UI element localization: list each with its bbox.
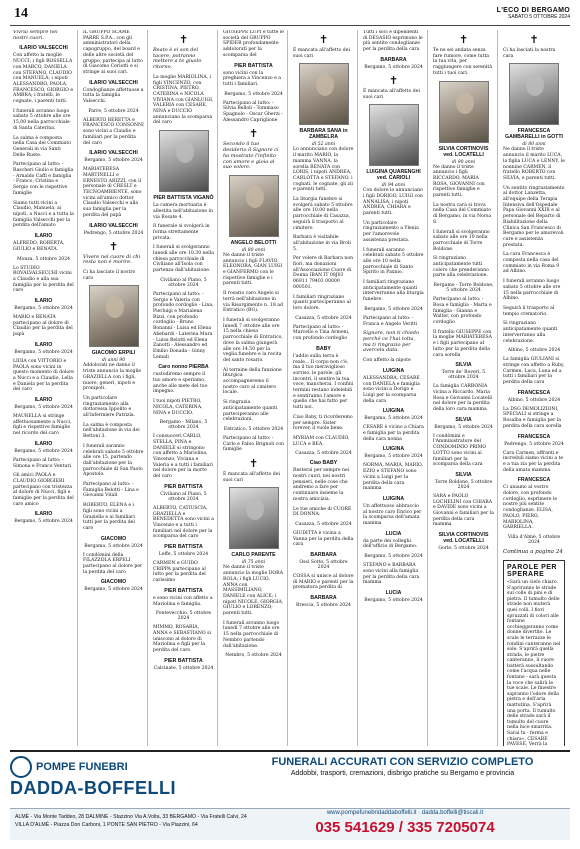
deceased-name: ILARIO <box>34 341 53 348</box>
deceased-name: ANGELO BELOTTI <box>230 239 277 246</box>
notice-date: Parre, 5 ottobre 2024 <box>88 108 139 114</box>
notice-date: Torre Boldone, 5 ottobre 2024 <box>434 479 493 490</box>
notice-quote: Vivrai sempre nei nostri cuori. <box>13 30 58 41</box>
notice-date: Gorle, 5 ottobre 2024 <box>438 546 489 552</box>
deceased-name: SILVIA <box>455 416 472 423</box>
portrait-photo <box>229 175 279 237</box>
deceased-name: LUCIA <box>385 589 402 596</box>
notice-text: Il funerale si svolgerà in forma strettamente privata. <box>153 224 210 241</box>
notice-text: Resterai per sempre nei nostri cuori, nei nostri pensieri, nelle cose che andremo a fare per continuare insieme la nostra amicizia. <box>293 468 350 502</box>
obituary-column <box>10 30 78 746</box>
notice-date: Bergamo, 5 ottobre 2024 <box>364 597 423 603</box>
deceased-name: SILVIA CORTINOVIS ved. LOCATELLI <box>438 145 489 158</box>
notice-text: Ci ha lasciati la nostra cara <box>503 48 556 59</box>
notice-date: Pontevecchio, 5 ottobre 2024 <box>155 611 212 622</box>
notice-date: Calcinate, 5 ottobre 2024 <box>153 665 214 671</box>
notice-text: Partecipano al lutto: - Rascheri Giulio e famiglia - Arnaldo Caffi e famiglia - Franco, Cristina e Sergio con le rispettive famiglie <box>13 162 74 196</box>
notice-text: GIUDITTA è vicina a Vanna per la perdita della cara <box>293 530 354 548</box>
ad-services-title: FUNERALI ACCURATI CON SERVIZIO COMPLETO <box>271 756 534 768</box>
notice-text: I funerali si svolgeranno lunedì 7 ottobre alle ore 15 nella chiesa parrocchiale di Entratico, dove la salma giungerà alle ore 14.50 per la veglia funebre e la recita del santo rosario. <box>223 317 283 363</box>
notice-text: Al termine della funzione liturgica accompagneremo il nostro caro al cimitero locale. <box>223 367 282 396</box>
notice-text: La DSG DEMOLIZIONI, SPECIALI si stringe a Rosalba e famiglia per la perdita della cara sorella <box>503 406 562 429</box>
notice-text: MIMMO, ROSARIA, ANNA e SEBASTIANO si uniscono al dolore di Mariolina e figli per la perdita del caro <box>153 625 211 654</box>
deceased-name: BARBARA <box>380 56 407 63</box>
notice-text: La famiglia CARBONIA vicina a Riccardo, Maria Rosa e Giovanni Locatelli nel dolore per la perdita della loro cara mamma <box>433 384 493 413</box>
notice-text: Cara Carmen, affranti e increduli siamo vicini a te e a tua zia per la perdita della amata mamma <box>503 450 564 473</box>
notice-text: Ne danno il triste annuncio i figli FLAVIO, ELEONORA, GIAN LUIGI e GIANFERMO con le rispettive famiglie e i parenti tutti. <box>223 252 283 287</box>
notice-text: Siamo tutti vicini a Claudio, Manuela, ai nipoti, a Nucci e a tutta la famiglia Valsecchi per la perdita dell'amato <box>13 200 74 229</box>
notice-text: Barbara è visitabile all'abitazione in via Broli 5. <box>293 235 351 252</box>
notice-date: Casazza, 5 ottobre 2024 <box>295 315 352 321</box>
cross-icon: ✝ <box>108 239 119 253</box>
notice-text: l'addio sulla terra è reale... Il corpo non c'è, ma il tuo meraviglioso sorriso, le parole, gli incontri, il sentire la tua voce, mancherai. I confini termini restano indelebili e sentiranno l'amore e quello che hai fatto per tutti noi. <box>293 353 354 411</box>
notice-date: Bergamo, 5 ottobre 2024 <box>364 554 423 560</box>
notice-text: Tutti i soci e dipendenti di DESASIO esprimono le più sentite condoglianze per la perdita della cara <box>363 30 423 53</box>
deceased-name: PIER BATTISTA <box>234 62 273 69</box>
notice-text: COSSA si unisce al dolore di MARIO e parenti per la prematura perdita di <box>293 574 354 591</box>
notice-quote: Beato è ei son del tacere, potranno mettere a te giusto ritorno. <box>153 47 202 71</box>
notice-text: I funerali si svolgeranno lunedì alle ore 10.30 nella chiesa parrocchiale di Civiliano all'Isola con partenza dall'abitazione. <box>153 245 214 274</box>
notice-date: Casazza, 5 ottobre 2024 <box>295 451 352 457</box>
notice-text: LIDIA con VITTORIO e PAOLA sono vicini in questo momento di dolore a Nucci e a Claudio, Lella e Daniela per la perdita del caro <box>13 358 74 393</box>
notice-text: MARIATERESA MARTINELLI e ERNESTO ARIZZI, con il personale di CRESLT e TECNOAMBIENTE, sono vicini all'amico dottor Claudio Valsecchi e alla sua famiglia per la perdita del papà <box>83 167 142 218</box>
notice-date: Bergamo, 5 ottobre 2024 <box>84 543 143 549</box>
deceased-name: BARBARA <box>310 552 337 559</box>
page-header <box>10 6 570 26</box>
notice-text: Ne danno il triste annuncio la moglie DORA BOLA; i figli LUCIO, ANNA con MASSIMILIANO, DANIELE con ALICE; i nipoti NICOLE, GIORGIA, GIULIO e LORENZO; parenti tutti. <box>223 565 284 617</box>
notice-text: Un particolare ringraziamento alla dottoressa Ippolito e all'infermiere Patrizia. <box>83 395 136 419</box>
ad-address-row: ALMÈ - Via Monte Taddeo, 28 DALMINE - Stazzino Via A.Volta, 33 BERGAMO - Via Fratelli Calvi, 24 <box>15 814 247 820</box>
notice-text: Con affetto la moglie NUCCI; i figli ROSSELLA con MARCO, DANIELA con STEFANO, CLAUDIO con MANUELA; i nipoti ALESSANDRO, PAOLA, FRANCESCO, GIORGIO e AMBRA; i fratelli, le cognate, i parenti tutti. <box>13 53 74 105</box>
deceased-name: FRANCESCA <box>517 433 551 440</box>
notice-date: Albino, 5 ottobre 2024 <box>507 397 561 403</box>
notice-text: La camera mortuaria è allestita nell'abitazione in via Rosate 4. <box>153 203 213 220</box>
deceased-name: ILARIO <box>34 511 53 518</box>
portrait-photo <box>369 104 419 166</box>
notice-text: ALBERTO BERETTA e FRANCESCO CONSONNI sono vicini a Claudio e familiari per la perdita del caro <box>83 117 144 146</box>
ad-phone-numbers[interactable]: 035 541629 / 335 7205074 <box>315 819 495 836</box>
deceased-age: di 75 anni <box>241 560 266 566</box>
deceased-name: FRANCESCA GAMBARELLI in GOTTI <box>505 128 563 141</box>
notice-text: GIUSEPPE LUPI e tutte le società del GRUPPO SPIDER profondamente addolorati per la scomparsa del <box>223 30 284 58</box>
funeral-ad <box>10 750 570 842</box>
masthead-title: L'ECO DI BERGAMO <box>496 7 570 14</box>
notice-text: I funerali saranno celebrati sabato 5 ottobre alle ore 15, partendo dall'abitazione per la parrocchiale di San Paolo Apostolo. <box>83 443 144 478</box>
notice-text: IL GRUPPO SCAME PARRE S.P.A., con gli amministratori della capogruppo, del board e delle altre società del gruppo, partecipa al lutto di Giacomo Ceriotti e si stringe ai suoi cari. <box>83 30 143 75</box>
notice-text: Partecipano al lutto: - Carlo e Fabio Brignoli con famiglie <box>223 435 284 453</box>
deceased-name: ILARIO <box>34 233 53 240</box>
notice-text: Il rosario caro Angelo si terrà nell'abitazione in via Risorgimento n. 18 ad Entratico (BG). <box>223 291 283 314</box>
notice-text: I funerali si svolgeranno sabato alle ore 10 nella parrocchiale di Torre Boldone. <box>433 229 490 252</box>
deceased-name: PIER BATTISTA <box>164 483 203 490</box>
cross-icon: ✝ <box>529 33 539 46</box>
notice-text: Ci ha lasciato il nostro caro <box>83 269 136 281</box>
quote-box <box>503 560 565 746</box>
notice-date: Bergamo - Torre Boldone, 5 ottobre 2024 <box>433 283 494 294</box>
notice-text: I condòmini e l'Amministratore del CONDOMINIO PRIMO LOTTO sono vicini ai familiari per la scomparsa della cara <box>433 433 487 468</box>
notice-date: Bergamo, 5 ottobre 2024 <box>84 587 143 593</box>
portrait-photo <box>89 285 139 347</box>
deceased-name: GIACOMO <box>100 535 127 542</box>
deceased-name: LUCIA <box>385 530 402 537</box>
deceased-name: BARBARA <box>310 595 337 602</box>
notice-text: I condòmini della FILAZZOLA ERPELI partecipano al dolore per la perdita del caro <box>83 552 143 575</box>
notice-text: Lo STUDIO ROVALVALSECCHI vicini a Claudio e alla sua famiglia per la perdita del caro <box>13 265 74 294</box>
notice-date: Bergamo, 5 ottobre 2024 <box>14 405 73 411</box>
notice-text: Partecipano al lutto: - Marcello e Tina Armeni, con profondo cordoglio <box>293 324 350 342</box>
notice-text: Si ringraziano anticipatamente tutti coloro che prenderanno parte alla celebrazione. <box>433 256 489 279</box>
deceased-name: LUIGINA <box>382 446 405 453</box>
notice-text: Ci uniamo al vostro dolore, con profondo cordoglio, esprimere le nostre più sentite condoglianze. ELISA, PAOLO, PIERO, MARIOLINA, GABRIELLA. <box>503 485 558 531</box>
notice-date: Monza, 5 ottobre 2024 <box>16 256 71 262</box>
obituary-column <box>430 30 498 746</box>
deceased-name: LUIGINA <box>382 495 405 502</box>
ad-brand: DADDA-BOFFELLI <box>10 778 176 798</box>
notice-text: Un affettuoso abbraccio al nostro caro Enrico per la scomparsa dell'amata mamma <box>363 503 422 527</box>
notice-text: Un sentito ringraziamento al dottor Lanzetta, all'equipe della Terapia Intensiva dell'Ospedale Papa Giovanni XXIII e al personale del Reparto di Riabilitazione della Clinica San Francesco di Bergamo per le amorevoli cure e assistenza prestata. <box>503 185 565 248</box>
notice-text: Partecipano al lutto: - Franca e Angelo Veritti <box>363 315 418 327</box>
notice-date: Entratico, 5 ottobre 2024 <box>223 426 284 432</box>
notice-text: La salma è composta nella Casa del Commiato Generali in via Santi Delle Ruste. <box>13 135 72 158</box>
deceased-name: BABY <box>316 345 331 352</box>
notice-date: Bergamo, 5 ottobre 2024 <box>364 64 423 70</box>
deceased-age: di 80 anni <box>241 247 266 253</box>
notice-text: MAURELLA si stringe affettuosamente a Nucci, figli e rispettive famiglie nel ricordo del caro <box>13 414 72 437</box>
notice-text: I funerali avranno luogo sabato 5 ottobre alle ore 15 nella parrocchiale di Albino. <box>503 279 561 302</box>
notice-text: MARIO e RENATA partecipano al dolore di Claudio per la perdita del papà <box>13 315 73 338</box>
notice-text: La moglie MARIOLINA, i figli VINCENZO, con CRISTINA, PIETRO, CATERINA e NICOLA VIVIANA con GIANLUIGI, VALERIA con CESARE, NINA e DUCCIO annunciano la scomparsa del caro <box>153 74 214 126</box>
notice-text: La nostra cara si trova nella Casa del Commiato di Bergamo, in via Norsa 8. <box>433 202 492 225</box>
deceased-name: ILARIO VALSECCHI <box>19 45 68 52</box>
masthead <box>497 7 570 20</box>
notice-text: Partecipano al lutto: - Sergio e Valeria con profondo cordoglio - Lina, Pierluigi e Marialena Rizzi, con profondo cordoglio - Bruno Bonanni - Luisa ed Elena Abebardi - Laterina Mura - Luisa Belotti ed Elena Zanotti - Alessandro ed Emilio Donada - Ginny Lemali <box>153 291 214 360</box>
notice-text: La famiglia GIULIANI si stringe con affetto a Ruby, Carmen, Luca, Luna ed a tutti i familiari per la perdita della cara <box>503 357 565 386</box>
notice-text: I familiari ringraziano quanti parteciperanno al loro dolore. <box>293 294 351 311</box>
deceased-name: GIACOMO ERPILI <box>91 350 136 357</box>
notice-text: Seguirà il trasporto al tempio crematorio. <box>503 305 555 317</box>
notice-date: Bergamo, 5 ottobre 2024 <box>224 91 283 97</box>
deceased-name: GIACOMO <box>100 579 127 586</box>
deceased-name: LUIGINA <box>382 367 405 374</box>
notice-text: Partecipano al lutto: - Silvia Belloli - Tommaso Spagnolo - Oscar Gherzi - Alessandro Capriglione <box>223 100 283 123</box>
obituary-columns <box>10 30 570 746</box>
deceased-name: SILVIA <box>455 471 472 478</box>
notice-date: Bergamo - Milano, 5 ottobre 2024 <box>159 420 208 431</box>
notice-text: I funerali avranno luogo sabato 5 ottobre alle ore 15,00 nella parrocchiale di Santa Caterina. <box>13 108 71 131</box>
notice-date: Bergamo, 5 ottobre 2024 <box>14 519 73 525</box>
notice-text: La cara Francesca è composta nella casa del commiato in via Roma 9 ad Albino. <box>503 252 560 275</box>
notice-date: Bergamo, 5 ottobre 2024 <box>14 306 73 312</box>
notice-date: Ossi Sotto, 5 ottobre 2024 <box>299 560 348 571</box>
notice-text: e sono vicini con affetto a Mariolina e famiglia. <box>153 595 213 607</box>
notice-text: custodiremo sempre il tuo amore e speriamo, anche alle mete del tuo impegno. <box>153 372 208 395</box>
ad-services-block <box>235 756 570 806</box>
deceased-age: di anni 90 <box>101 358 126 364</box>
cross-icon: ✝ <box>178 33 189 46</box>
deceased-name: Caro nonno PIERBA <box>158 364 209 371</box>
notice-date: Torre de' Roveri, 5 ottobre 2024 <box>441 370 486 381</box>
notice-date: Casazza, 5 ottobre 2024 <box>295 521 352 527</box>
notice-date: Bergamo, 5 ottobre 2024 <box>14 349 73 355</box>
deceased-name: ILARIO <box>34 440 53 447</box>
notice-text: ALBERTO, CATIUSCIA, GRAZIELLA e BENEDETTA sono vicini a Vincenzo e a tutti i familiari nel dolore per la scomparsa del caro <box>153 505 214 540</box>
notice-date: Bergamo, 5 ottobre 2024 <box>14 448 73 454</box>
notice-date: Civiliano al Piano, 5 ottobre 2024 <box>160 277 207 288</box>
notice-quote: Vivere nel cuore di chi resta non è morire. <box>83 253 141 266</box>
notice-text: È mancata all'affetto dei suoi cari <box>223 472 280 483</box>
notice-date: Pedrengo, 5 ottobre 2024 <box>504 441 564 447</box>
notice-date: Bergamo, 5 ottobre 2024 <box>364 306 423 312</box>
deceased-age: di 94 anni <box>381 183 406 189</box>
ad-brand-block <box>10 756 225 804</box>
notice-date: Villa d'Almè, 5 ottobre 2024 <box>507 534 561 545</box>
notice-text: Lo annunciano con dolore il marito MARIO, la mamma VANNA, la sorella RENATA con LORIS, i nipoti ANDREA, CARLOTTA e STEFANO, i cognati, le cognate, gli zii e parenti tutti. <box>293 147 354 193</box>
notice-text: NORMA, MARIA, MARIO, EZIO e STEFANO sono vicini a Luigi per la perdita della cara mamma <box>363 463 423 492</box>
notice-date: Civiliano al Piano, 5 ottobre 2024 <box>160 491 207 502</box>
cross-icon: ✝ <box>318 33 329 46</box>
deceased-name: LUIGINA QUARENGHI ved. CARIOLI <box>366 169 421 182</box>
notice-text: Ne danno il triste annuncio il marito LUCA, la figlia LUCA e LENNY, le nonnine CARMEN, il fratello ROBERTO con SILVIA, e parenti tutti. <box>503 147 565 181</box>
quote-box-text: «Sarà un cielo chiaro. S'apriranno le strade sul colle di pini e di pietra. Il tumulto delle strade non muterà quei colli. I fiori spruzzati di colori alle fontane occhieggeranno come donne divertite. Le scale le terrazze le rondini canteranno nel sole. S'aprirà quella strada, le pietre canteranno, il cuore batterà sussultando come l'acqua nelle fontane - sarà questa la voce che salirà le tue scale. Le finestre sapranno l'odore della pietra e dell'aria mattutina. S'aprirà una porta. Il tumulto delle strade sarà il tumulto del cuore nella luce smarrita. Sarai tu - ferma e chiara». CESARE PAVESE, Verrà la <box>507 579 561 746</box>
notice-text: ROBERTO, ELENA e i figli sono vicini a Graziella e ai familiari tutti per la perdita del caro <box>83 503 135 531</box>
deceased-name: FRANCESCA <box>517 389 551 396</box>
notice-text: È mancata all'affetto dei suoi cari <box>363 88 420 100</box>
notice-text: Partecipano al lutto: - Rosa e famiglia - Marta e famiglia - Gianna e Walter, con profondo cordoglio <box>433 297 492 325</box>
portrait-photo <box>299 63 349 125</box>
portrait-photo <box>509 63 559 125</box>
deceased-name: PIER BATTISTA <box>164 544 203 551</box>
deceased-name: BARBARA SANA in ZAMBELRA <box>299 128 348 141</box>
notice-date: Brescia, 5 ottobre 2024 <box>296 603 351 609</box>
deceased-name: ILARIO <box>34 397 53 404</box>
notice-text: Si ringrazia anticipatamente quanti parteciperanno alle celebrazioni. <box>223 400 278 423</box>
notice-text: I funerali avranno luogo lunedì 7 ottobre alle ore 15 nella parrocchiale di Nembro partendo dall'abitazione. <box>223 620 280 649</box>
notice-text: ALFREDO, ROBERTA, GIULIO e RENATA. <box>13 241 65 252</box>
cross-icon: ✝ <box>248 127 259 141</box>
notice-text: Partecipano al lutto: - Famiglia Belotti - Lina e Giovanni Vitali <box>83 482 139 499</box>
masthead-date: SABATO 5 OTTOBRE 2024 <box>508 14 570 20</box>
ad-title: POMPE FUNEBRI <box>36 760 128 773</box>
portrait-photo <box>439 81 489 143</box>
obituary-column <box>360 30 428 746</box>
obituary-column <box>290 30 358 746</box>
deceased-name: Ciao BABY <box>309 460 338 467</box>
obituary-column <box>150 30 218 746</box>
notice-text: Con dolore lo annunciano i figli DORIGO, LUIGI con ANNALISA, i nipoti ANDREA, CHIARA e parenti tutti. <box>363 188 423 217</box>
deceased-name: LUIGINA <box>382 408 405 415</box>
notice-text: CESARE è vicino a Chiara e famiglia per la perdita della cara nonna <box>363 425 424 442</box>
deceased-name: PIER BATTISTA <box>164 657 203 664</box>
notice-text: ALESSANDRA, CESARE con DANIELA e famiglia sono vicini a Dorigo e Luigi per la scomparsa della cara <box>363 375 420 404</box>
notice-date: Bergamo, 5 ottobre 2024 <box>364 454 423 460</box>
deceased-age: di 80 anni <box>522 142 546 148</box>
notice-text: Un particolare ringraziamento a Ylenia per l'amorevole assistenza prestata. <box>363 220 419 243</box>
notice-text: CARMEN e GUIDO CRIPPA partecipano al lutto per la perdita del carissimo <box>153 561 206 584</box>
portrait-photo <box>229 487 279 549</box>
page-number: 14 <box>14 6 28 21</box>
deceased-name: CARLO PARENTE <box>231 552 276 559</box>
deceased-name: PIER BATTISTA <box>164 587 203 594</box>
cross-icon: ✝ <box>458 33 469 46</box>
notice-date: Bergamo, 5 ottobre 2024 <box>84 158 143 164</box>
notice-text: La salma è composta nell'abitazione in via dei Bettoni 3. <box>83 422 140 440</box>
notice-quote: Signore, non ti chiedo perché ce l'hai tolta, ma ti ringrazio per avercela data. <box>363 330 420 354</box>
notice-text: sono vicini con la preghiera a Vincenzo e a tutti i familiari. <box>223 70 282 87</box>
obituary-column <box>500 30 568 746</box>
ad-services-subtitle: Addobbi, trasporti, cremazioni, disbrigo pratiche su Bergamo e provincia <box>290 770 515 777</box>
deceased-name: SILVIA <box>455 362 472 369</box>
notice-text: Il fratello GIUSEPPE con la moglie MARIATERESA e i figli partecipano al lutto per la perdita della cara sorella <box>433 329 492 358</box>
notice-quote: Secondo il tuo desiderio il Signore ci ha mostrato l'infinito con amore e gioia al suo volere. <box>223 141 279 171</box>
portrait-photo <box>159 130 209 192</box>
cross-icon: ✝ <box>248 457 259 471</box>
notice-text: Con affetto la nipote <box>363 358 411 364</box>
ad-website[interactable]: www.pompefunebridaddaboffelli.it · dadda.boffelli@tiscali.it <box>326 810 484 816</box>
deceased-age: di 90 anni <box>451 159 476 165</box>
continuation-note: Continua a pagina 24 <box>503 548 563 555</box>
notice-date: Leffe, 5 ottobre 2024 <box>158 552 209 558</box>
deceased-name: FRANCESCA <box>517 477 551 484</box>
notice-date: Albino, 5 ottobre 2024 <box>507 348 561 354</box>
notice-text: Si ringraziano anticipatamente quanti interverranno alla celebrazione. <box>503 321 558 344</box>
deceased-name: PIER BATTISTA VIGANÒ <box>153 195 214 202</box>
deceased-age: di 52 anni <box>311 142 336 148</box>
notice-text: I familiari ringraziano anticipatamente quanti interverranno alla liturgia funebre. <box>363 280 424 303</box>
notice-date: Bergamo, 5 ottobre 2024 <box>364 416 423 422</box>
notice-text: MYRIAM con CLAUDIO, LUCA e BEA. <box>293 435 350 447</box>
ad-address-row: VILLA D'ALMÈ - Piazza Don Carboni, 1 PONTE SAN PIETRO - Via Piazzini, 64 <box>15 822 198 828</box>
notice-text: Condoglianze affettuose a tutta la famiglia Valsecchi. <box>83 87 144 105</box>
notice-text: I consuoceri CARLO, STELLA, PINA e DANIELE si stringono con affetto a Mariolina, Vincenzo, Viviana e Valeria e a tutti i familiari nel dolore per la morte del caro <box>153 434 214 480</box>
notice-text: Addolorati ne danno il triste annuncio la moglie GRAZIELLA con i figli, nuore, generi, nipoti e pronipoti. <box>83 363 142 392</box>
notice-text: Per volere di Barbara non fiori, ma donazioni all'Associazione Cuore di Donna IBAN IT 08J03 06911 79403 00000 000501. <box>293 256 354 290</box>
notice-date: Nembro, 5 ottobre 2024 <box>225 653 282 659</box>
notice-text: Partecipano al lutto: - Simona e Franco Venturi <box>13 457 71 469</box>
deceased-name: ILARIO VALSECCHI <box>89 222 138 229</box>
notice-text: Gli amici PAOLA e CLAUDIO GIORGIERI partecipano con tristezza al dolore di Nucci, figli e famiglie per la perdita del caro amico <box>13 473 74 507</box>
notice-text: Ne danno il triste annuncio i figli RICCARDO, MARIA ROSA, GIOVANNI con rispettive famiglie e parenti tutti. <box>433 164 485 199</box>
notice-text: Te ne sei andata senza fare rumore, come tutta la tua vita, per raggiungere con serenità tutti i tuoi cari. <box>433 48 492 76</box>
cross-icon: ✝ <box>388 73 399 87</box>
quote-box-title: PAROLE PER SPERARE <box>507 563 557 578</box>
deceased-name: ILARIO <box>34 298 53 305</box>
notice-text: I tuoi nipoti PIETRO, NICOLA, CATERINA, NINA e DUCCIO. <box>153 399 203 416</box>
notice-text: Le tue amiche di CUORE DI DONNA. <box>293 506 352 518</box>
deceased-name: SILVIA CORTINOVIS ved. LOCATELLI <box>438 532 489 545</box>
obituary-column <box>80 30 148 746</box>
cross-logo-icon <box>10 756 32 778</box>
notice-text: STEFANO e BARBARA sono vicini alla famiglia per la perdita della cara mamma <box>363 563 420 586</box>
notice-text: Ciao Baby, ti ricorderemo per sempre. Sister forever, il vuole bene. <box>293 414 353 432</box>
notice-date: Bergamo, 5 ottobre 2024 <box>434 424 493 430</box>
deceased-name: ILARIO VALSECCHI <box>89 150 138 157</box>
obituary-column <box>220 30 288 746</box>
notice-text: La liturgia funebre si svolgerà sabato 5 ottobre alle ore 10.00 nella parrocchiale di Casazza, seguirà il trasporto al cimitero. <box>293 197 353 231</box>
deceased-name: ILARIO VALSECCHI <box>89 79 138 86</box>
notice-text: È mancata all'affetto dei suoi cari <box>293 48 350 59</box>
notice-text: I funerali saranno celebrati sabato 5 ottobre alle ore 10 nella parrocchiale di Santo Spirito in Paxnio. <box>363 247 424 276</box>
notice-text: SARA e PAOLO LOCHELINI con CHIARA e DAVIDE sono vicini a Giovanni e familiari per la perdita della cara mamma <box>433 493 494 528</box>
notice-text: da parte dei colleghi dell'ufficio di Bergamo. <box>363 538 418 550</box>
notice-date: Pedrengo, 5 ottobre 2024 <box>83 230 144 236</box>
